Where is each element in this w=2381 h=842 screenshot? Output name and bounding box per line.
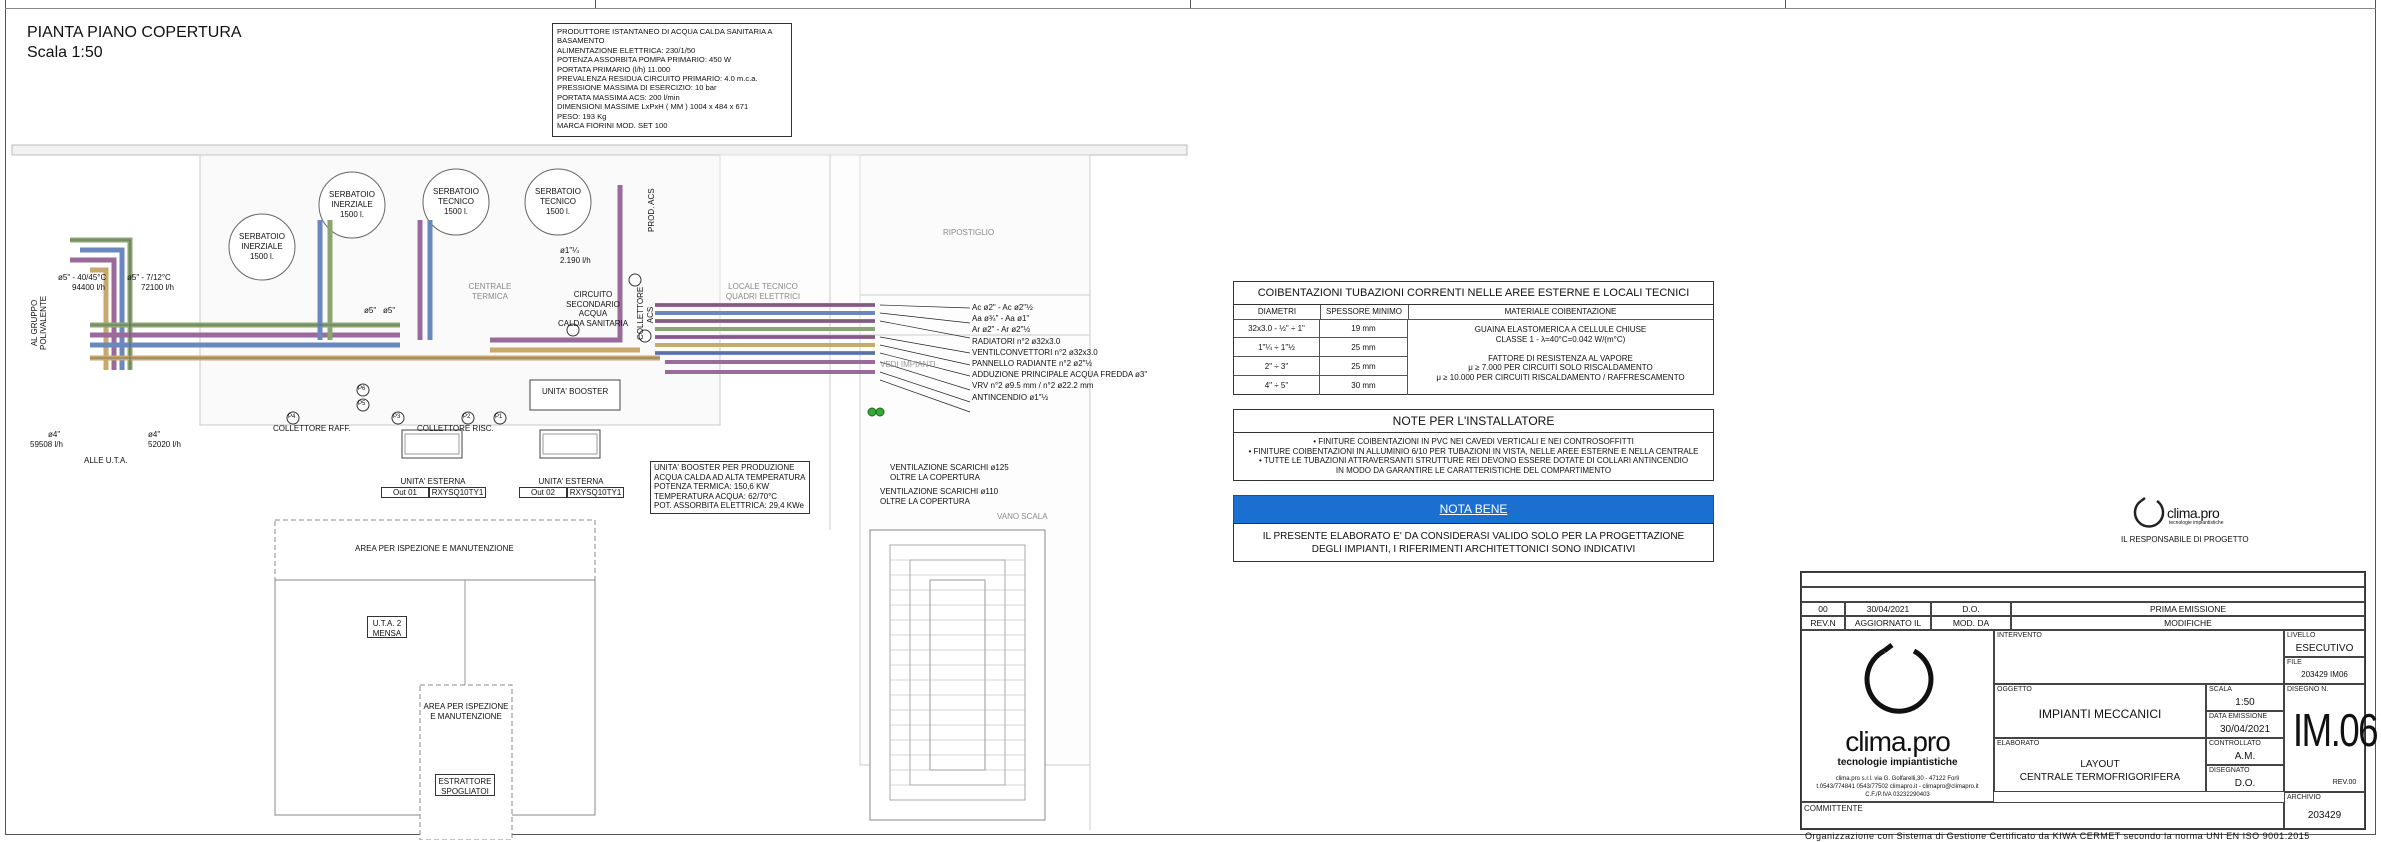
pipe-label: ADDUZIONE PRINCIPALE ACQUA FREDDA ø3" — [972, 370, 1148, 380]
tb-oggetto: OGGETTO IMPIANTI MECCANICI — [1994, 684, 2206, 738]
ins-row-thickness: 25 mm — [1320, 357, 1408, 376]
pipe-label: VRV n°2 ø9.5 mm / n°2 ø22.2 mm — [972, 381, 1094, 391]
stamp-logo — [2131, 495, 2241, 525]
installer-notes-box — [1233, 409, 1714, 481]
company-logo-icon — [1854, 643, 1944, 723]
title-block — [1800, 571, 2377, 830]
ins-material-line: FATTORE DI RESISTENZA AL VAPORE — [1488, 353, 1633, 363]
label-al-gruppo: AL GRUPPO POLIVALENTE — [30, 295, 48, 350]
label-d5a: ø5" — [364, 306, 377, 315]
ins-header-1: DIAMETRI — [1234, 305, 1321, 320]
label-unita-esterna-1: UNITA' ESTERNA — [400, 477, 466, 486]
certification-text: Organizzazione con Sistema di Gestione Certificato da KIWA CERMET secondo la norma UNI EN ISO 9001:2015 — [1805, 831, 2310, 841]
tb-scala: SCALA 1:50 — [2206, 684, 2284, 711]
label-flow-cold: ø5" - 7/12°C 72100 l/h — [127, 273, 174, 292]
installer-note-line: • FINITURE COIBENTAZIONI IN ALLUMINIO 6/10 PER TUBAZIONI IN VISTA, NELLE AREE ESTERNE E NELLA CENTRALE — [1248, 446, 1699, 456]
installer-notes-lines — [1234, 433, 1713, 475]
label-circuito-acs: CIRCUITO SECONDARIO ACQUA CALDA SANITARIA — [557, 290, 629, 328]
tb-rev-date: 30/04/2021 — [1845, 602, 1931, 616]
heater-spec-line: PREVALENZA RESIDUA CIRCUITO PRIMARIO: 4.0 m.c.a. — [557, 74, 758, 84]
tank-2-label: SERBATOIO INERZIALE 1500 l. — [329, 190, 375, 219]
heater-spec-line: BASAMENTO — [557, 36, 605, 46]
booster-spec-line: TEMPERATURA ACQUA: 62/70°C — [654, 491, 778, 501]
booster-spec-line: ACQUA CALDA AD ALTA TEMPERATURA — [654, 472, 806, 482]
room-locale-tecnico: LOCALE TECNICO QUADRI ELETTRICI — [725, 282, 801, 301]
pipe-labels — [972, 302, 1147, 403]
responsible-label: IL RESPONSABILE DI PROGETTO — [2121, 535, 2249, 544]
label-collettore-risc: COLLETTORE RISC. — [417, 424, 494, 433]
ins-row-diameter: 2" ÷ 3" — [1234, 357, 1320, 376]
clima-pro-logo-icon — [2131, 495, 2167, 531]
booster-spec-box — [650, 461, 810, 514]
tb-controllato: CONTROLLATO A.M. — [2206, 738, 2284, 765]
nota-bene-lines — [1234, 524, 1713, 556]
booster-spec-line: UNITA' BOOSTER PER PRODUZIONE — [654, 463, 795, 472]
tb-file: FILE 203429 IM06 — [2284, 657, 2365, 684]
ins-row-thickness: 30 mm — [1320, 376, 1408, 395]
tb-empty-row-1 — [1801, 572, 2365, 587]
installer-note-line: IN MODO DA GARANTIRE LE CARATTERISTICHE DEL COMPARTIMENTO — [1335, 465, 1612, 475]
pump-p5-label: P5 — [358, 401, 366, 407]
heater-spec-line: PRODUTTORE ISTANTANEO DI ACQUA CALDA SANITARIA A — [557, 27, 773, 36]
nota-bene-line: IL PRESENTE ELABORATO E' DA CONSIDERASI VALIDO SOLO PER LA PROGETTAZIONE — [1262, 531, 1685, 542]
ins-header-3: MATERIALE COIBENTAZIONE — [1408, 305, 1713, 320]
label-area-isp-2: AREA PER ISPEZIONE E MANUTENZIONE — [423, 702, 509, 721]
heater-spec-line: DIMENSIONI MASSIME LxPxH ( MM ) 1004 x 484 x 671 — [557, 102, 749, 112]
label-booster: UNITA' BOOSTER — [542, 387, 609, 396]
tb-disegnato: DISEGNATO D.O. — [2206, 765, 2284, 792]
installer-notes-title: NOTE PER L'INSTALLATORE — [1234, 410, 1713, 433]
tb-disegno: DISEGNO N. IM.06 REV.00 — [2284, 684, 2365, 792]
heater-spec-line: PRESSIONE MASSIMA DI ESERCIZIO: 10 bar — [557, 83, 717, 93]
tb-rev-desc: PRIMA EMISSIONE — [2011, 602, 2365, 616]
label-unita-esterna-2: UNITA' ESTERNA — [538, 477, 604, 486]
ins-row-diameter: 4" ÷ 5" — [1234, 376, 1320, 395]
label-area-isp-1: AREA PER ISPEZIONE E MANUTENZIONE — [355, 544, 514, 553]
stamp-sub: tecnologie impiantistiche — [2169, 520, 2224, 526]
label-collettore-raff: COLLETTORE RAFF. — [273, 424, 351, 433]
ins-material-line: GUAINA ELASTOMERICA A CELLULE CHIUSE — [1474, 325, 1647, 334]
label-model1: RXYSQ10TY1 — [429, 487, 486, 498]
heater-spec-line: ALIMENTAZIONE ELETTRICA: 230/1/50 — [557, 45, 696, 55]
tb-archivio: ARCHIVIO 203429 — [2284, 792, 2365, 829]
label-d4a: ø4" 59508 l/h — [30, 430, 63, 449]
ins-material-line: μ ≥ 10.000 PER CIRCUITI RISCALDAMENTO / RAFFRESCAMENTO — [1436, 372, 1685, 382]
room-centrale: CENTRALE TERMICA — [468, 282, 512, 301]
pump-p1-label: P1 — [495, 414, 503, 420]
heater-spec-box — [552, 23, 792, 137]
ins-row-thickness: 25 mm — [1320, 338, 1408, 357]
heater-spec-line: MARCA FIORINI MOD. SET 100 — [557, 121, 668, 131]
pump-p4-label: P4 — [288, 414, 296, 420]
drawing-title: PIANTA PIANO COPERTURA — [27, 24, 242, 41]
label-estrattore: ESTRATTORE SPOGLIATOI — [435, 774, 495, 796]
room-vedi-impianti: VEDI IMPIANTI — [880, 360, 936, 369]
heater-spec-line: PESO: 193 Kg — [557, 111, 607, 121]
label-model2: RXYSQ10TY1 — [567, 487, 624, 498]
label-prod-acs: PROD. ACS — [647, 188, 656, 232]
heater-spec-lines — [557, 27, 787, 130]
ins-material-line — [1408, 344, 1713, 354]
tank-3-label: SERBATOIO TECNICO 1500 l. — [433, 187, 479, 216]
ins-row-diameter: 32x3.0 - ½" ÷ 1" — [1234, 319, 1320, 338]
stamp-brand: clima.pro — [2167, 505, 2220, 521]
nota-bene-body — [1233, 523, 1714, 562]
company-line-1: clima.pro s.r.l. via G. Golfarelli,30 - 47122 Forlì — [1835, 776, 1960, 782]
installer-note-line: • TUTTE LE TUBAZIONI ATTRAVERSANTI STRUTTURE REI DEVONO ESSERE DOTATE DI COLLARI ANTINCENDIO — [1258, 456, 1689, 465]
insulation-table — [1233, 281, 1714, 395]
tb-rev-by: D.O. — [1931, 602, 2011, 616]
tb-company-cell — [1801, 630, 1994, 802]
label-collettore-acs: COLLETTORE ACS — [636, 286, 655, 340]
pipe-label: PANNELLO RADIANTE n°2 ø2"½ — [972, 359, 1093, 369]
tb-h-rev: REV.N — [1801, 616, 1845, 630]
top-rule — [5, 8, 2376, 9]
tb-data: DATA EMISSIONE 30/04/2021 — [2206, 711, 2284, 738]
label-vent-125: VENTILAZIONE SCARICHI ø125 OLTRE LA COPERTURA — [890, 463, 1009, 482]
tb-committente: COMMITTENTE — [1801, 802, 2284, 829]
pipe-label: RADIATORI n°2 ø32x3.0 — [972, 336, 1061, 346]
tb-empty-row-2 — [1801, 587, 2365, 602]
pump-p6-label: P6 — [358, 386, 366, 392]
nota-bene-header — [1233, 495, 1714, 524]
company-brand: clima.pro — [1845, 726, 1950, 757]
label-d4b: ø4" 52020 l/h — [148, 430, 181, 449]
pipe-label: Aa ø¾" - Aa ø1" — [972, 314, 1030, 324]
pipe-label: Ac ø2" - Ac ø2"½ — [972, 303, 1033, 312]
tank-4-label: SERBATOIO TECNICO 1500 l. — [535, 187, 581, 216]
pump-p2-label: P2 — [463, 414, 471, 420]
ins-material-line: CLASSE 1 - λ=40°C=0.042 W/(m°C) — [1495, 334, 1626, 344]
company-line-2: t.0543/774841 0543/77502 climapro.it - climapro@climapro.it — [1816, 784, 1979, 790]
insulation-title: COIBENTAZIONI TUBAZIONI CORRENTI NELLE AREE ESTERNE E LOCALI TECNICI — [1234, 282, 1713, 305]
heater-spec-line: PORTATA PRIMARIO (l/h) 11.000 — [557, 64, 671, 74]
booster-spec-lines — [654, 463, 806, 511]
label-d5b: ø5" — [383, 306, 396, 315]
tank-1-label: SERBATOIO INERZIALE 1500 l. — [239, 232, 285, 261]
tb-livello: LIVELLO ESECUTIVO — [2284, 630, 2365, 657]
heater-spec-line: PORTATA MASSIMA ACS: 200 l/min — [557, 92, 680, 102]
tb-elaborato: ELABORATO LAYOUT CENTRALE TERMOFRIGORIFERA — [1994, 738, 2206, 792]
label-vent-110: VENTILAZIONE SCARICHI ø110 OLTRE LA COPERTURA — [880, 487, 999, 506]
ins-header-2: SPESSORE MINIMO — [1320, 305, 1409, 320]
label-out02: Out 02 — [519, 487, 567, 498]
drawing-scale: Scala 1:50 — [27, 44, 103, 61]
label-flow-hot: ø5" - 40/45°C 94400 l/h — [58, 273, 107, 292]
booster-spec-line: POTENZA TERMICA: 150,6 KW — [654, 482, 769, 491]
nota-bene-line: DEGLI IMPIANTI, I RIFERIMENTI ARCHITETTONICI SONO INDICATIVI — [1311, 544, 1636, 555]
ins-material-line: μ ≥ 7.000 PER CIRCUITI SOLO RISCALDAMENTO — [1468, 363, 1653, 372]
company-line-3: C.F./P.IVA 03232290403 — [1865, 792, 1930, 798]
label-uta2: U.T.A. 2 MENSA — [367, 616, 407, 638]
company-sub: tecnologie impiantistiche — [1837, 757, 1958, 768]
pump-p3-label: P3 — [393, 414, 401, 420]
label-alle-uta: ALLE U.T.A. — [84, 456, 128, 465]
label-d114: ø1"¼ 2.190 l/h — [560, 246, 591, 265]
pipe-label: VENTILCONVETTORI n°2 ø32x3.0 — [972, 347, 1098, 357]
ins-row-thickness: 19 mm — [1320, 319, 1408, 338]
room-ripostiglio: RIPOSTIGLIO — [943, 228, 995, 237]
heater-spec-line: POTENZA ASSORBITA POMPA PRIMARIO: 450 W — [557, 55, 731, 65]
pipe-label: Ar ø2" - Ar ø2"½ — [972, 325, 1031, 335]
nota-bene-title: NOTA BENE — [1439, 502, 1508, 516]
tb-h-by: MOD. DA — [1931, 616, 2011, 630]
ins-material — [1408, 325, 1713, 382]
label-out01: Out 01 — [381, 487, 429, 498]
room-vano-scala: VANO SCALA — [997, 512, 1048, 521]
booster-spec-line: POT. ASSORBITA ELETTRICA: 29,4 KWe — [654, 501, 804, 510]
installer-note-line: • FINITURE COIBENTAZIONI IN PVC NEI CAVEDI VERTICALI E NEI CONTROSOFFITTI — [1313, 437, 1634, 446]
pipe-label: ANTINCENDIO ø1"½ — [972, 392, 1049, 402]
tb-h-desc: MODIFICHE — [2011, 616, 2365, 630]
tb-rev-n: 00 — [1801, 602, 1845, 616]
tb-intervento: INTERVENTO — [1994, 630, 2284, 684]
ins-row-diameter: 1"¼ ÷ 1"½ — [1234, 338, 1320, 357]
tb-h-date: AGGIORNATO IL — [1845, 616, 1931, 630]
